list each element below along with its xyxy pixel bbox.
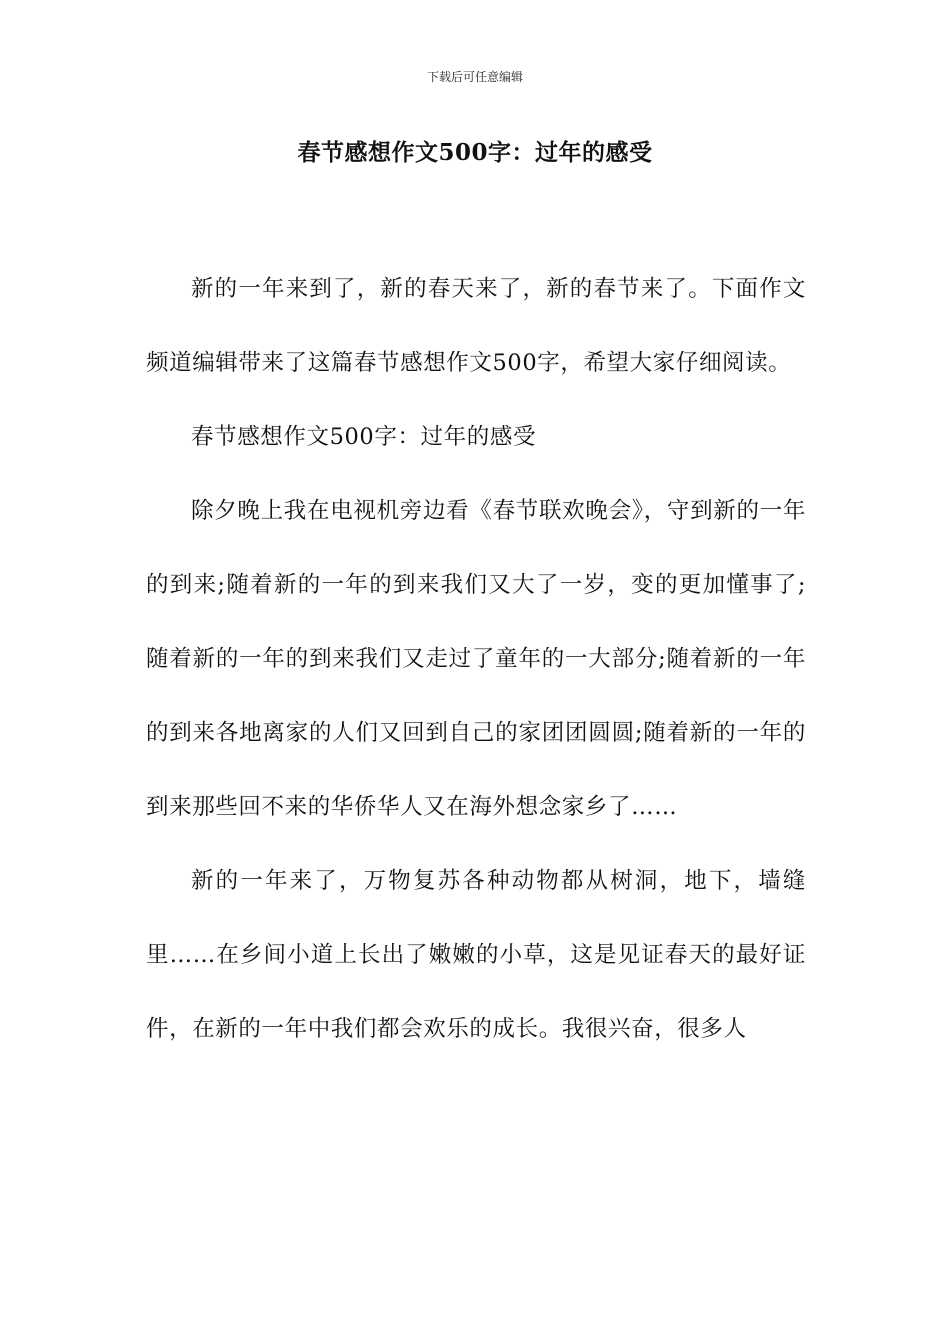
- paragraph-new-year-eve: 除夕晚上我在电视机旁边看《春节联欢晚会》，守到新的一年的到来;随着新的一年的到来我们又大了一岁，变的更加懂事了;随着新的一年的到来我们又走过了童年的一大部分;随着新的一年的到来各地离家的人们又回到自己的家团团圆圆;随着新的一年的到来那些回不来的华侨华人又在海外想念家乡了……: [146, 498, 806, 820]
- document-title: 春节感想作文500字：过年的感受: [297, 139, 653, 166]
- header-note: 下载后可任意编辑: [426, 70, 523, 84]
- paragraph-intro: 新的一年来到了，新的春天来了，新的春节来了。下面作文频道编辑带来了这篇春节感想作文500字，希望大家仔细阅读。: [146, 276, 806, 376]
- paragraph-spring-revival: 新的一年来了，万物复苏各种动物都从树洞，地下，墙缝里……在乡间小道上长出了嫩嫩的小草，这是见证春天的最好证件，在新的一年中我们都会欢乐的成长。我很兴奋，很多人: [146, 868, 806, 1042]
- paragraph-subtitle: 春节感想作文500字：过年的感受: [191, 424, 537, 450]
- document-body: [146, 252, 806, 1066]
